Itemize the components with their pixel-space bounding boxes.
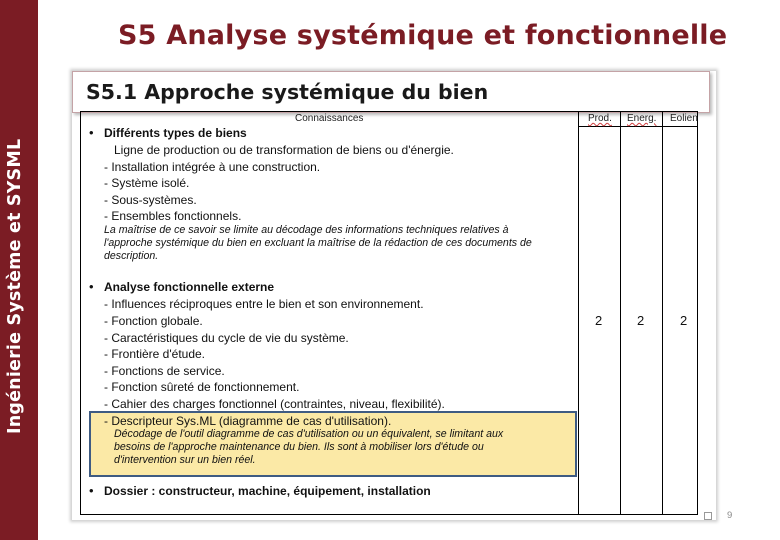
table-top-border [80,111,698,112]
section-title: S5.1 Approche systémique du bien [86,80,489,104]
list-item-sysml: - Descripteur Sys.ML (diagramme de cas d'utilisation). [104,414,392,428]
sidebar-label: Ingénierie Système et SYSML [5,138,25,434]
page-number: 9 [727,510,733,521]
header-prod: Prod. [588,113,612,124]
table-left-border [80,111,81,515]
block2-title: Analyse fonctionnelle externe [104,280,275,294]
table-right-border [697,111,698,515]
note-line: l'approche systémique du bien en excluant la maîtrise de la rédaction de ces documents de [104,237,532,249]
level-eolien: 2 [680,313,688,328]
list-item: - Système isolé. [104,176,190,190]
slide-marker-icon [704,512,712,520]
table-bottom-border [80,514,698,515]
list-item: - Installation intégrée à une construction. [104,160,321,174]
bullet: • [89,483,94,498]
column-divider [662,111,663,515]
list-item: - Cahier des charges fonctionnel (contraintes, niveau, flexibilité). [104,397,445,411]
note-line: description. [104,250,159,262]
level-prod: 2 [595,313,603,328]
list-item: - Fonction globale. [104,314,203,328]
list-item: Ligne de production ou de transformation de biens ou d'énergie. [114,143,454,157]
list-item: - Sous-systèmes. [104,193,197,207]
slide-title: S5 Analyse systémique et fonctionnelle [118,20,728,51]
note-line: Décodage de l'outil diagramme de cas d'utilisation ou un équivalent, se limitant aux [114,428,504,440]
note-line: La maîtrise de ce savoir se limite au décodage des informations techniques relatives à [104,224,509,236]
header-eolien: Eolien [670,113,698,124]
list-item: - Fonction sûreté de fonctionnement. [104,380,300,394]
bullet: • [89,279,94,294]
list-item: - Fonctions de service. [104,364,225,378]
note-line: d'intervention sur un bien réel. [114,454,256,466]
header-knowledge: Connaissances [295,113,364,124]
list-item: - Ensembles fonctionnels. [104,209,242,223]
note-line: besoins de l'approche maintenance du bien. Ils sont à mobiliser lors d'étude ou [114,441,484,453]
bullet: • [89,125,94,140]
list-item: - Caractéristiques du cycle de vie du système. [104,331,349,345]
header-row-divider [578,126,698,127]
header-energ: Energ. [627,113,657,124]
list-item: - Frontière d'étude. [104,347,206,361]
block3-title: Dossier : constructeur, machine, équipement, installation [104,484,431,498]
column-divider [620,111,621,515]
column-divider [578,111,579,515]
sidebar [0,0,38,540]
list-item: - Influences réciproques entre le bien et son environnement. [104,297,424,311]
block1-title: Différents types de biens [104,126,247,140]
level-energ: 2 [637,313,645,328]
